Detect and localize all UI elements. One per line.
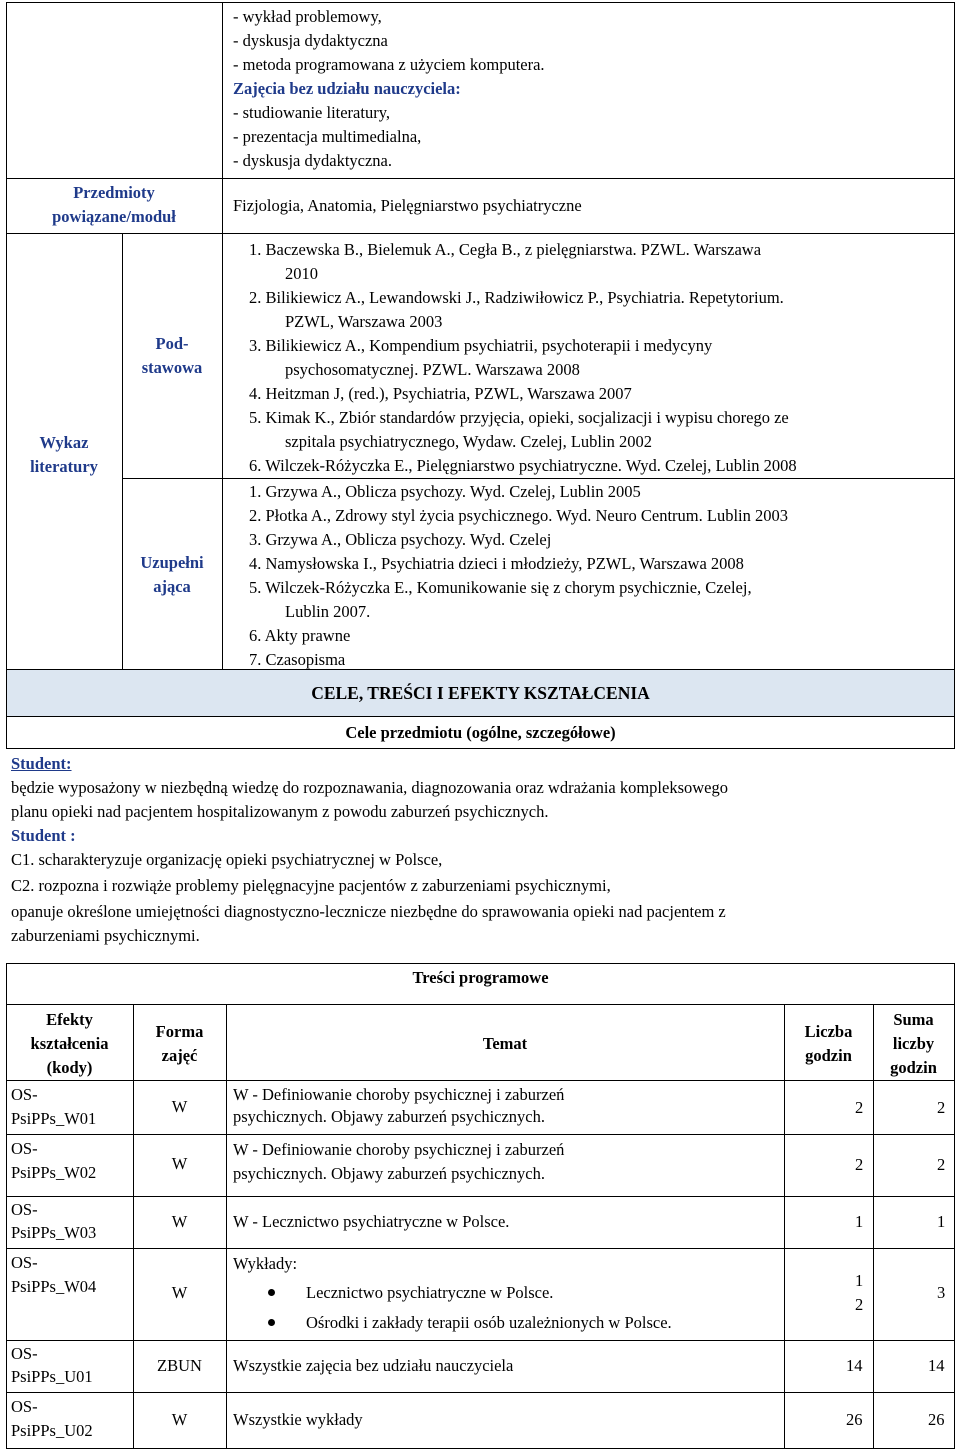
table-border-bottom — [6, 1448, 955, 1449]
effect-code: PsiPPs_U01 — [11, 1367, 93, 1386]
topic-cell: psychicznych. Objawy zaburzeń psychicznych. — [233, 1107, 546, 1126]
header-hours: godzin — [805, 1046, 852, 1065]
goal-c2: C2. rozpozna i rozwiąże problemy pielęgnacyjne pacjentów z zaburzeniami psychicznymi, — [11, 876, 611, 895]
row-divider — [6, 1196, 955, 1197]
effect-code: OS- — [11, 1139, 38, 1158]
method-line: - studiowanie literatury, — [233, 103, 391, 122]
topic-cell: W - Definiowanie choroby psychicznej i zaburzeń — [233, 1140, 565, 1159]
hours-cell: 14 — [846, 1356, 863, 1375]
goal-text: zaburzeniami psychicznymi. — [11, 926, 200, 945]
table-divider — [222, 2, 223, 669]
method-line: - wykład problemowy, — [233, 7, 382, 26]
method-line: - dyskusja dydaktyczna. — [233, 151, 392, 170]
effect-code: PsiPPs_W02 — [11, 1163, 97, 1182]
form-cell: W — [171, 1212, 188, 1231]
header-sum: liczby — [892, 1034, 935, 1053]
literature-entry: 2010 — [285, 264, 318, 283]
row-divider — [6, 1340, 955, 1341]
row-divider — [6, 1134, 955, 1135]
literature-entry: 2. Płotka A., Zdrowy styl życia psychicznego. Wyd. Neuro Centrum. Lublin 2003 — [249, 506, 788, 525]
table-border-right — [954, 963, 955, 1448]
sum-cell: 26 — [928, 1410, 945, 1429]
topic-cell: W - Lecznictwo psychiatryczne w Polsce. — [233, 1212, 510, 1231]
col-divider — [122, 233, 123, 669]
hours-cell: 2 — [855, 1295, 864, 1314]
student-label: Student: — [11, 754, 72, 773]
literature-entry: Lublin 2007. — [285, 602, 371, 621]
form-cell: W — [171, 1154, 188, 1173]
sum-cell: 2 — [937, 1098, 946, 1117]
row-divider — [6, 1392, 955, 1393]
row-divider — [6, 1248, 955, 1249]
topic-bullet: Ośrodki i zakłady terapii osób uzależnionych w Polsce. — [306, 1313, 672, 1332]
header-hours: Liczba — [804, 1022, 853, 1041]
header-topic: Temat — [482, 1034, 528, 1053]
section-title: CELE, TREŚCI I EFEKTY KSZTAŁCENIA — [311, 683, 650, 703]
literature-entry: 2. Bilikiewicz A., Lewandowski J., Radziwiłowicz P., Psychiatria. Repetytorium. — [249, 288, 784, 307]
literature-entry: PZWL, Warszawa 2003 — [285, 312, 443, 331]
row-divider — [6, 1004, 955, 1005]
effect-code: OS- — [11, 1200, 38, 1219]
method-line: - dyskusja dydaktyczna — [233, 31, 388, 50]
topic-cell: Wykłady: — [233, 1254, 298, 1273]
related-label: powiązane/moduł — [52, 207, 176, 226]
hours-cell: 1 — [855, 1271, 864, 1290]
literature-entry: szpitala psychiatrycznego, Wydaw. Czelej, Lublin 2002 — [285, 432, 652, 451]
effect-code: PsiPPs_W04 — [11, 1277, 97, 1296]
literature-entry: 5. Kimak K., Zbiór standardów przyjęcia, opieki, socjalizacji i wypisu chorego ze — [249, 408, 789, 427]
literature-entry: 5. Wilczek-Różyczka E., Komunikowanie się z chorym psychicznie, Czelej, — [249, 578, 752, 597]
literature-entry: 1. Grzywa A., Oblicza psychozy. Wyd. Czelej, Lublin 2005 — [249, 482, 641, 501]
bullet-icon — [268, 1319, 275, 1326]
hours-cell: 2 — [855, 1155, 864, 1174]
header-effects: (kody) — [46, 1058, 93, 1077]
literature-entry: psychosomatycznej. PZWL. Warszawa 2008 — [285, 360, 580, 379]
header-form: Forma — [155, 1022, 204, 1041]
hours-cell: 2 — [855, 1098, 864, 1117]
goals-title: Cele przedmiotu (ogólne, szczegółowe) — [345, 723, 616, 742]
form-cell: W — [171, 1283, 188, 1302]
basic-literature-label: Pod- — [155, 334, 189, 353]
literature-entry: 1. Baczewska B., Bielemuk A., Cegła B., z pielęgniarstwa. PZWL. Warszawa — [249, 240, 762, 259]
bullet-icon — [268, 1289, 275, 1296]
no-teacher-label: Zajęcia bez udziału nauczyciela: — [233, 79, 461, 98]
table-border-left — [6, 2, 7, 669]
row-divider — [6, 178, 955, 179]
effect-code: PsiPPs_U02 — [11, 1421, 93, 1440]
effect-code: PsiPPs_W03 — [11, 1223, 97, 1242]
goal-c1: C1. scharakteryzuje organizację opieki psychiatrycznej w Polsce, — [11, 850, 443, 869]
supplementary-literature-label: Uzupełni — [140, 553, 204, 572]
topic-cell: W - Definiowanie choroby psychicznej i zaburzeń — [233, 1085, 565, 1104]
literature-label: literatury — [30, 457, 98, 476]
literature-entry: 6. Wilczek-Różyczka E., Pielęgniarstwo psychiatryczne. Wyd. Czelej, Lublin 2008 — [249, 456, 797, 475]
literature-label: Wykaz — [39, 433, 89, 452]
related-label: Przedmioty — [73, 183, 155, 202]
program-title: Treści programowe — [412, 968, 549, 987]
literature-entry: 4. Namysłowska I., Psychiatria dzieci i młodzieży, PZWL, Warszawa 2008 — [249, 554, 744, 573]
header-effects: kształcenia — [30, 1034, 109, 1053]
literature-entry: 7. Czasopisma — [249, 650, 346, 669]
literature-entry: 3. Bilikiewicz A., Kompendium psychiatrii, psychoterapii i medycyny — [249, 336, 713, 355]
effect-code: OS- — [11, 1344, 38, 1363]
row-divider — [6, 233, 955, 234]
basic-literature-label: stawowa — [141, 358, 203, 377]
supplementary-literature-label: ająca — [153, 577, 191, 596]
table-border-right — [954, 2, 955, 669]
table-border-top — [6, 2, 955, 3]
effect-code: PsiPPs_W01 — [11, 1109, 97, 1128]
goal-text: będzie wyposażony w niezbędną wiedzę do rozpoznawania, diagnozowania oraz wdrażania kompleksowego — [11, 778, 729, 797]
row-divider — [122, 478, 955, 479]
topic-bullet: Lecznictwo psychiatryczne w Polsce. — [306, 1283, 554, 1302]
related-value: Fizjologia, Anatomia, Pielęgniarstwo psychiatryczne — [233, 196, 582, 215]
effect-code: OS- — [11, 1253, 38, 1272]
header-effects: Efekty — [46, 1010, 93, 1029]
student-label: Student : — [11, 826, 76, 845]
sum-cell: 1 — [937, 1212, 946, 1231]
method-line: - prezentacja multimedialna, — [233, 127, 422, 146]
form-cell: W — [171, 1410, 188, 1429]
row-divider — [6, 1080, 955, 1081]
method-line: - metoda programowana z użyciem komputera. — [233, 55, 545, 74]
sum-cell: 2 — [937, 1155, 946, 1174]
row-divider — [6, 716, 955, 717]
form-cell: ZBUN — [157, 1356, 202, 1375]
topic-cell: Wszystkie wykłady — [233, 1410, 363, 1429]
effect-code: OS- — [11, 1397, 38, 1416]
literature-entry: 4. Heitzman J, (red.), Psychiatria, PZWL, Warszawa 2007 — [249, 384, 632, 403]
topic-cell: psychicznych. Objawy zaburzeń psychicznych. — [233, 1164, 546, 1183]
topic-cell: Wszystkie zajęcia bez udziału nauczyciela — [233, 1356, 514, 1375]
goal-text: opanuje określone umiejętności diagnostyczno-lecznicze niezbędne do sprawowania opieki nad pacjentem z — [11, 902, 726, 921]
col-divider — [226, 1004, 227, 1448]
hours-cell: 26 — [846, 1410, 863, 1429]
hours-cell: 1 — [855, 1212, 864, 1231]
header-sum: godzin — [890, 1058, 937, 1077]
literature-entry: 3. Grzywa A., Oblicza psychozy. Wyd. Czelej — [249, 530, 552, 549]
sum-cell: 14 — [928, 1356, 945, 1375]
effect-code: OS- — [11, 1085, 38, 1104]
row-divider — [6, 748, 955, 749]
col-divider — [784, 1004, 785, 1448]
header-sum: Suma — [893, 1010, 934, 1029]
goal-text: planu opieki nad pacjentem hospitalizowanym z powodu zaburzeń psychicznych. — [11, 802, 549, 821]
form-cell: W — [171, 1097, 188, 1116]
sum-cell: 3 — [937, 1283, 946, 1302]
header-form: zajęć — [161, 1046, 198, 1065]
table-border-top — [6, 963, 955, 964]
literature-entry: 6. Akty prawne — [249, 626, 351, 645]
